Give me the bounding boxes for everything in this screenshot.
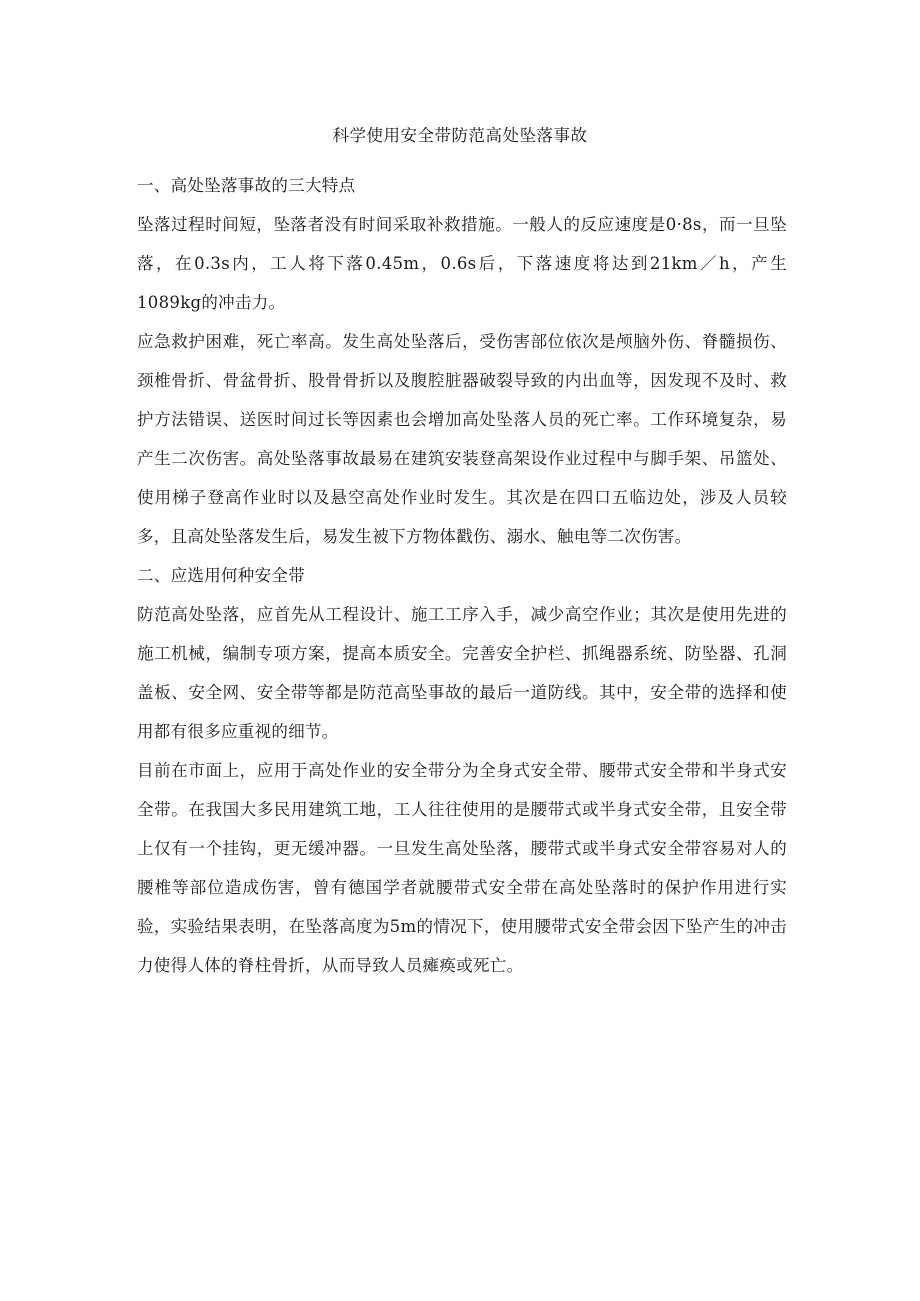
section-1-paragraph-2: 应急救护困难，死亡率高。发生高处坠落后，受伤害部位依次是颅脑外伤、脊髓损伤、颈椎骨折、骨盆骨折、股骨骨折以及腹腔脏器破裂导致的内出血等，因发现不及时、救护方法错误、送医时间过长等因素也会增加高处坠落人员的死亡率。工作环境复杂，易产生二次伤害。高处坠落事故最易在建筑安装登高架设作业过程中与脚手架、吊篮处、使用梯子登高作业时以及悬空高处作业时发生。其次是在四口五临边处，涉及人员较多，且高处坠落发生后，易发生被下方物体戳伤、溺水、触电等二次伤害。 [137, 332, 787, 546]
section-heading-1: 一、高处坠落事故的三大特点 [137, 176, 356, 195]
document-body [137, 166, 787, 985]
section-heading-2: 二、应选用何种安全带 [137, 566, 305, 585]
section-1-paragraph-1: 坠落过程时间短，坠落者没有时间采取补救措施。一般人的反应速度是0·8s，而一旦坠落，在0.3s内，工人将下落0.45m，0.6s后，下落速度将达到21km／h，产生1089kg的冲击力。 [137, 215, 787, 312]
document-title: 科学使用安全带防范高处坠落事故 [332, 126, 588, 145]
section-2-paragraph-1: 防范高处坠落，应首先从工程设计、施工工序入手，减少高空作业；其次是使用先进的施工机械，编制专项方案，提高本质安全。完善安全护栏、抓绳器系统、防坠器、孔洞盖板、安全网、安全带等都是防范高坠事故的最后一道防线。其中，安全带的选择和使用都有很多应重视的细节。 [137, 605, 787, 741]
section-2-paragraph-2: 目前在市面上，应用于高处作业的安全带分为全身式安全带、腰带式安全带和半身式安全带。在我国大多民用建筑工地，工人往往使用的是腰带式或半身式安全带，且安全带上仅有一个挂钩，更无缓冲器。一旦发生高处坠落，腰带式或半身式安全带容易对人的腰椎等部位造成伤害，曾有德国学者就腰带式安全带在高处坠落时的保护作用进行实验，实验结果表明，在坠落高度为5m的情况下，使用腰带式安全带会因下坠产生的冲击力使得人体的脊柱骨折，从而导致人员瘫痪或死亡。 [137, 761, 787, 975]
